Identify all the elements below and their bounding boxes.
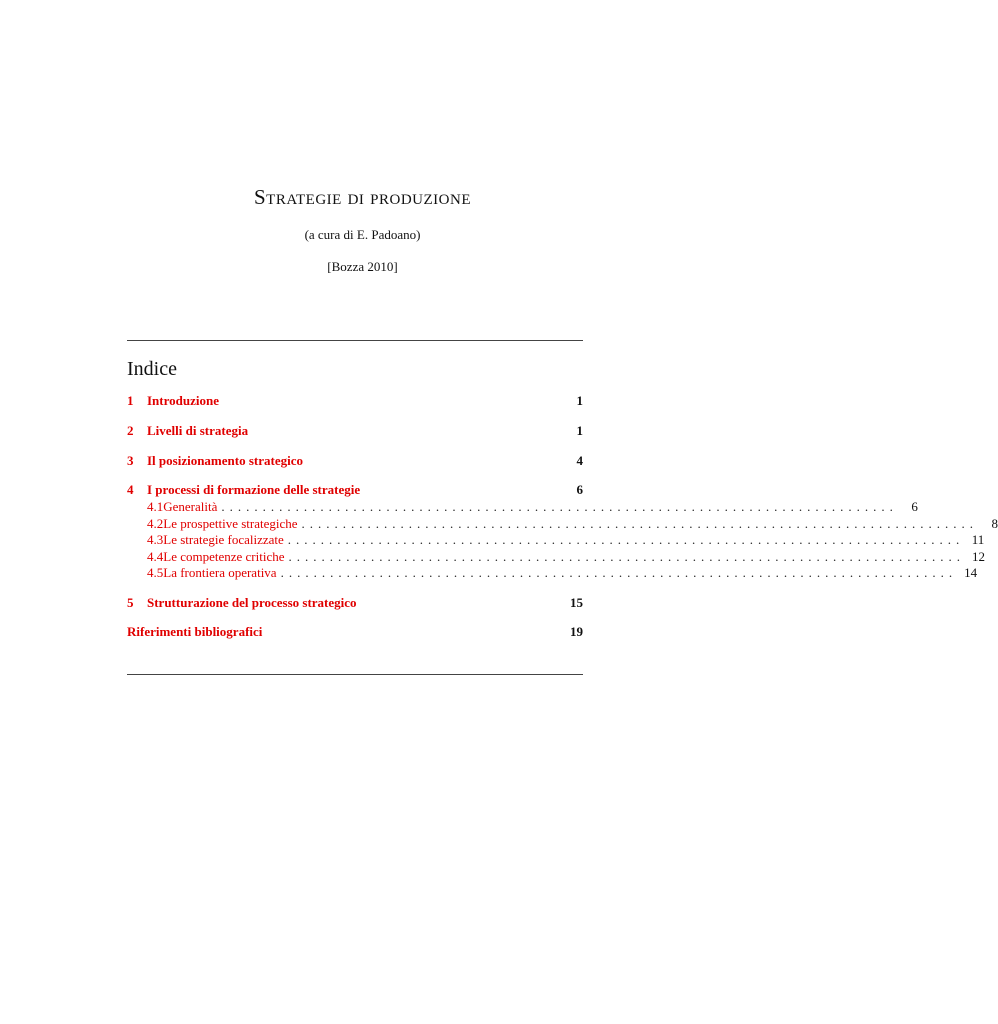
- document-title: Strategie di produzione: [254, 185, 471, 209]
- toc-entry-page: 4: [576, 453, 583, 468]
- toc-entry-strutturazione[interactable]: [127, 595, 583, 611]
- toc-entry-label[interactable]: Livelli di strategia: [147, 423, 249, 438]
- toc-subentry-number[interactable]: 4.2: [147, 516, 164, 531]
- toc-subentry-label[interactable]: La frontiera operativa: [163, 565, 277, 580]
- toc-subentry-page: 14: [964, 565, 978, 580]
- toc-dot-leader: ..................................................................................: [287, 532, 965, 547]
- toc-entry-label[interactable]: I processi di formazione delle strategie: [147, 482, 361, 497]
- toc-dot-leader: ..................................................................................: [280, 565, 958, 580]
- toc-entry-number: 4: [127, 482, 134, 497]
- toc-entry-riferimenti[interactable]: [127, 624, 583, 640]
- top-rule: [127, 340, 583, 341]
- toc-subentry-generalita[interactable]: [147, 499, 918, 515]
- toc-subentry-competenze-critiche[interactable]: [147, 549, 986, 565]
- toc-entry-number: 3: [127, 453, 134, 468]
- toc-subentry-number[interactable]: 4.3: [147, 532, 164, 547]
- toc-subentry-page: 11: [971, 532, 985, 547]
- toc-heading: Indice: [127, 358, 177, 380]
- toc-subentry-label[interactable]: Le competenze critiche: [163, 549, 285, 564]
- toc-entry-page: 1: [576, 423, 583, 438]
- toc-subentry-page: 8: [991, 516, 998, 531]
- toc-subentry-label[interactable]: Le prospettive strategiche: [163, 516, 298, 531]
- toc-entry-label[interactable]: Strutturazione del processo strategico: [147, 595, 357, 610]
- toc-entry-page: 15: [570, 595, 583, 610]
- toc-entry-label[interactable]: Introduzione: [147, 393, 219, 408]
- toc-subentry-label[interactable]: Le strategie focalizzate: [163, 532, 284, 547]
- toc-entry-label[interactable]: Riferimenti bibliografici: [127, 624, 263, 639]
- toc-subentry-prospettive-strategiche[interactable]: [147, 516, 998, 532]
- toc-entry-number: 5: [127, 595, 134, 610]
- toc-entry-page: 6: [576, 482, 583, 497]
- toc-subentry-number[interactable]: 4.4: [147, 549, 164, 564]
- toc-subentry-strategie-focalizzate[interactable]: [147, 532, 985, 548]
- toc-dot-leader: ..................................................................................: [301, 516, 979, 531]
- toc-entry-number: 2: [127, 423, 134, 438]
- toc-subentry-page: 12: [972, 549, 986, 564]
- toc-entry-livelli-di-strategia[interactable]: [127, 423, 583, 439]
- toc-entry-label[interactable]: Il posizionamento strategico: [147, 453, 303, 468]
- draft-note: [Bozza 2010]: [327, 259, 398, 274]
- toc-entry-number: 1: [127, 393, 134, 408]
- toc-entry-processi-formazione[interactable]: [127, 482, 583, 498]
- document-subtitle: (a cura di E. Padoano): [304, 227, 421, 242]
- toc-dot-leader: ..................................................................................: [221, 499, 898, 514]
- toc-subentry-number[interactable]: 4.1: [147, 499, 164, 514]
- toc-subentry-frontiera-operativa[interactable]: [147, 565, 978, 581]
- bottom-rule: [127, 674, 583, 675]
- toc-entry-introduzione[interactable]: [127, 393, 583, 409]
- toc-entry-page: 19: [570, 624, 583, 639]
- toc-subentry-label[interactable]: Generalità: [163, 499, 218, 514]
- toc-dot-leader: ..................................................................................: [288, 549, 966, 564]
- toc-subentry-number[interactable]: 4.5: [147, 565, 164, 580]
- toc-subentry-page: 6: [911, 499, 918, 514]
- toc-entry-posizionamento-strategico[interactable]: [127, 453, 583, 469]
- toc-entry-page: 1: [576, 393, 583, 408]
